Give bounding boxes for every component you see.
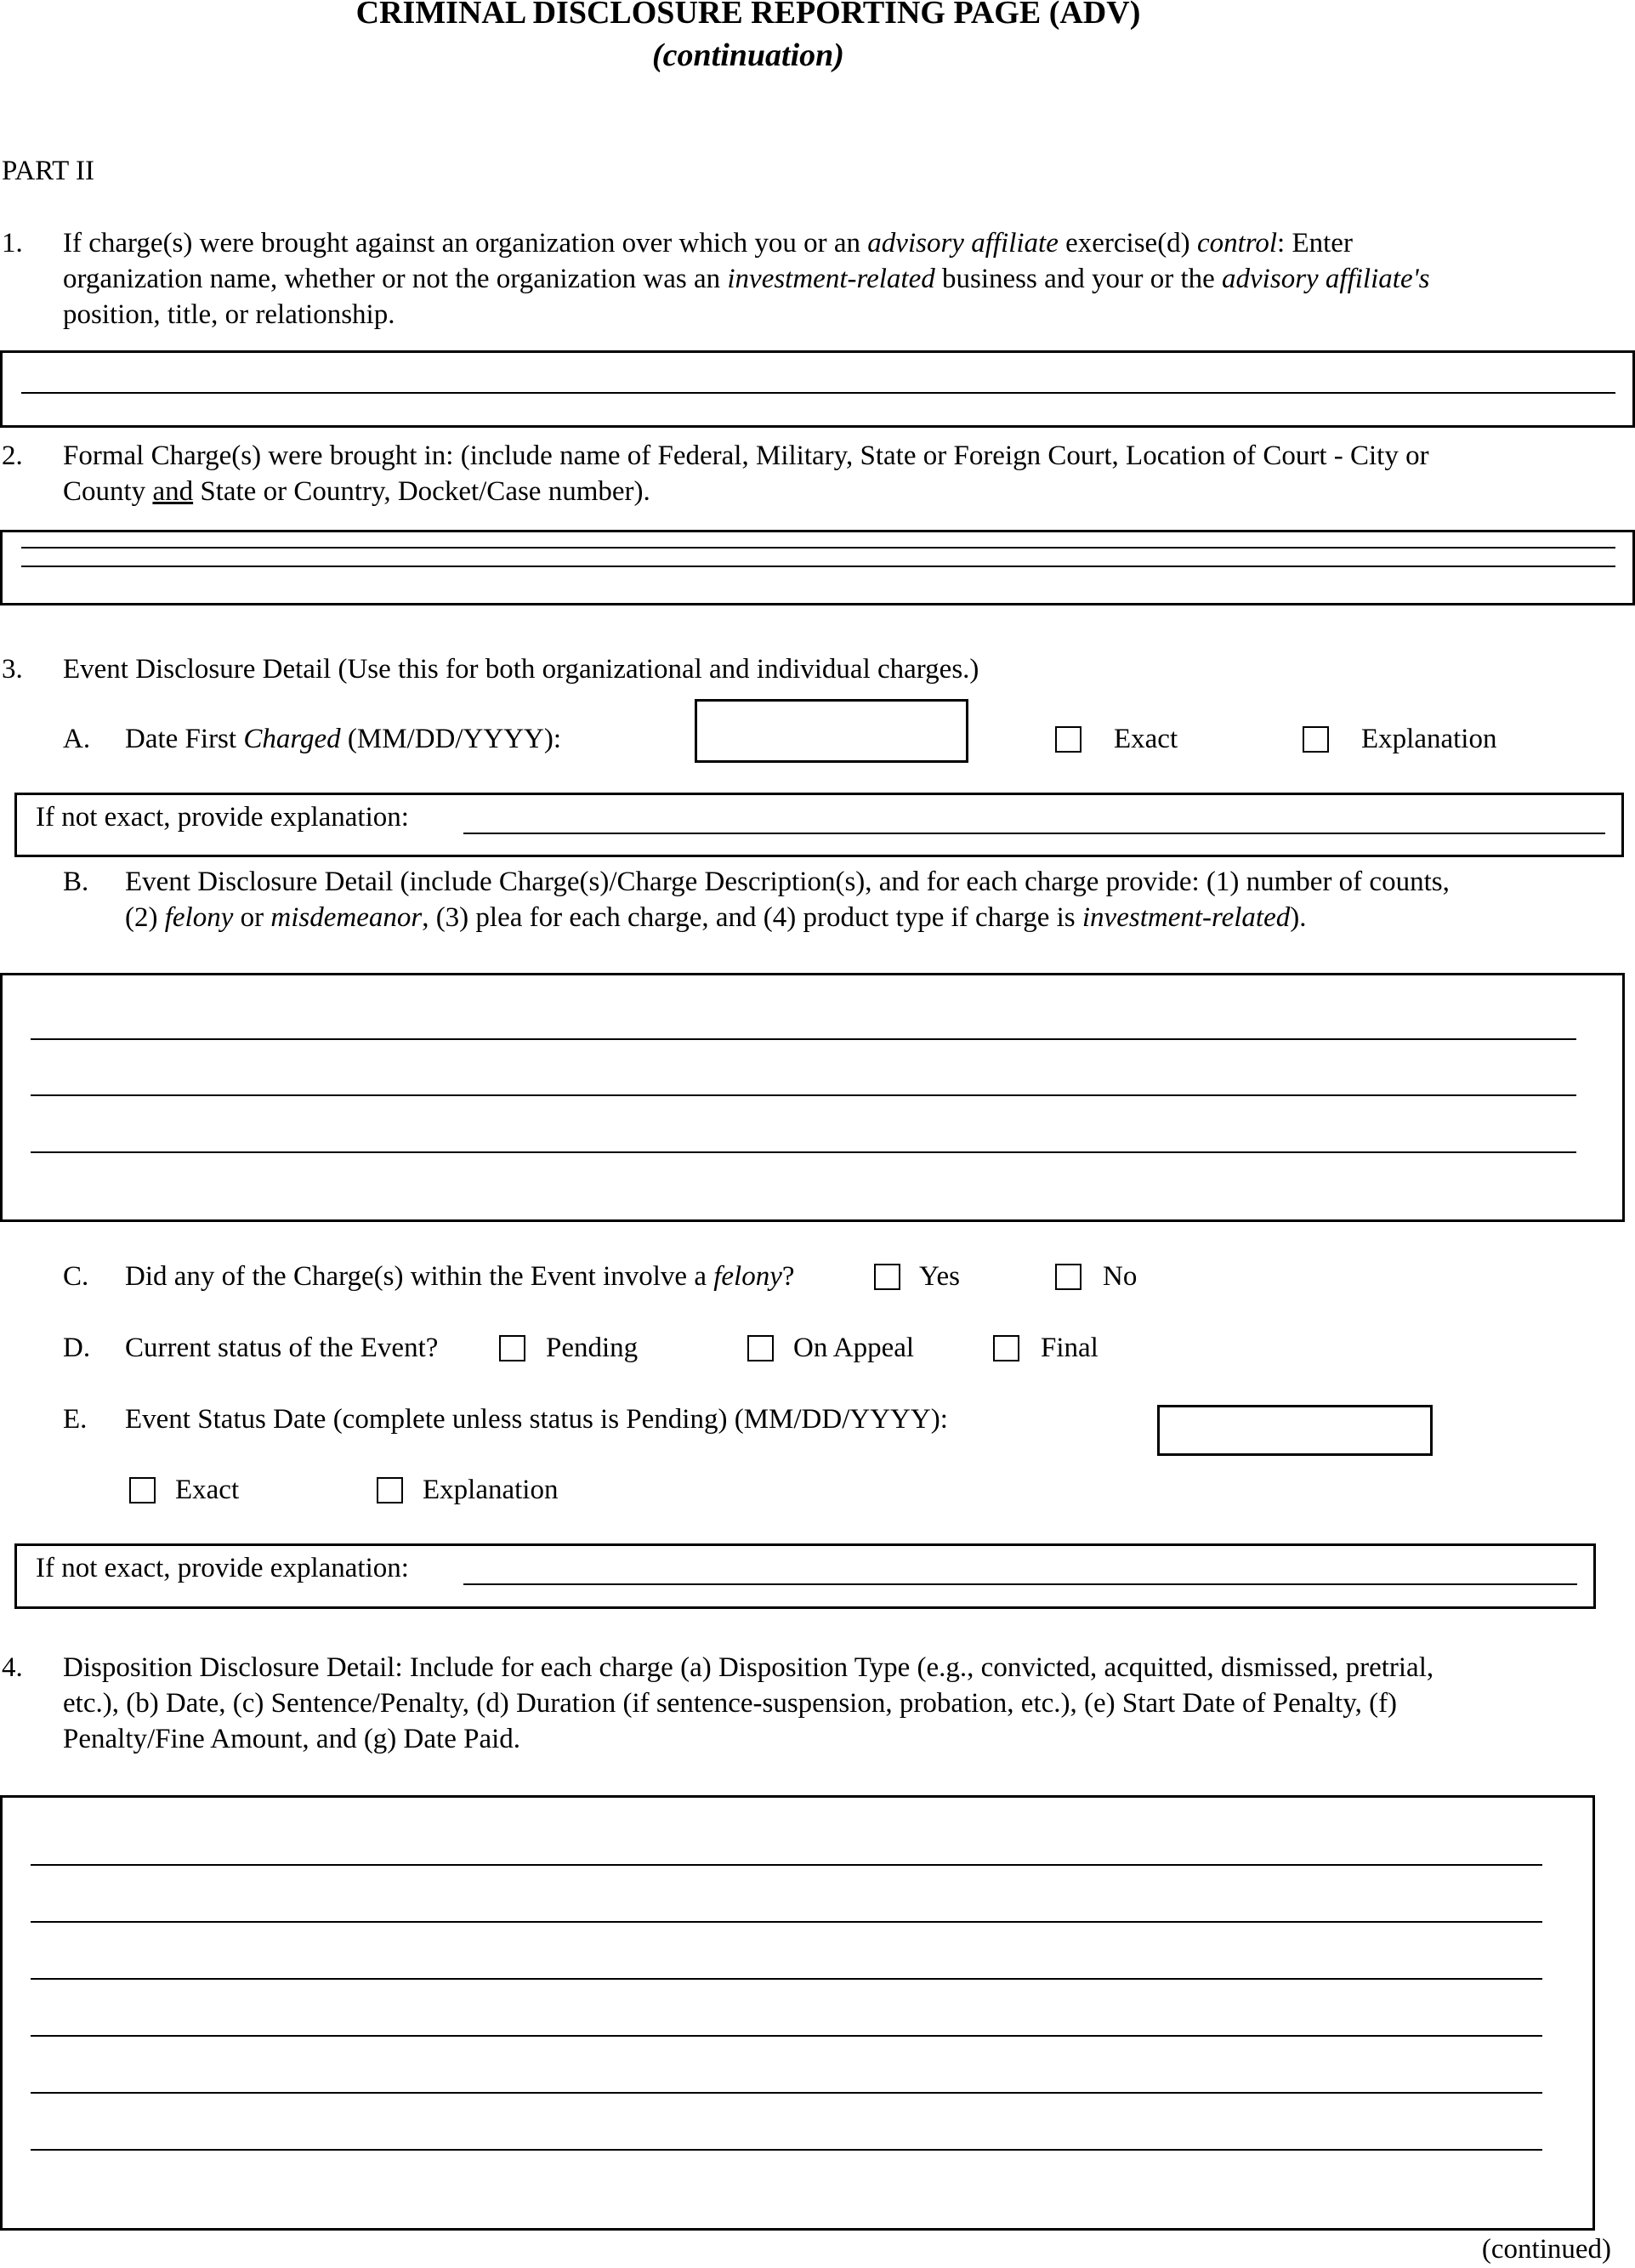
q3e-explanation-box[interactable]: [14, 1543, 1596, 1609]
q3e-explanation-prompt: If not exact, provide explanation:: [36, 1553, 409, 1583]
q3c-yes-label: Yes: [919, 1261, 961, 1292]
q2-answer-line-1[interactable]: [21, 547, 1615, 549]
q3d-final-checkbox[interactable]: [993, 1335, 1019, 1361]
q1-number: 1.: [2, 228, 23, 259]
q3b-answer-line-1[interactable]: [31, 1038, 1576, 1040]
q3a-exact-label: Exact: [1114, 724, 1178, 754]
q3d-letter: D.: [63, 1333, 91, 1363]
q2-answer-line-2[interactable]: [21, 566, 1615, 567]
q3b-answer-line-3[interactable]: [31, 1151, 1576, 1153]
q3e-explanation-label: Explanation: [423, 1475, 559, 1505]
q3c-no-label: No: [1103, 1261, 1138, 1292]
q3d-pending-checkbox[interactable]: [499, 1335, 525, 1361]
q3d-final-label: Final: [1041, 1333, 1099, 1363]
q3a-explanation-box[interactable]: [14, 793, 1624, 857]
q3d-on-appeal-checkbox[interactable]: [747, 1335, 774, 1361]
q3a-date-field[interactable]: [695, 699, 968, 763]
q2-answer-box[interactable]: [0, 530, 1635, 605]
q4-answer-line-6[interactable]: [31, 2149, 1542, 2151]
q1-answer-box[interactable]: [0, 350, 1635, 428]
q3e-letter: E.: [63, 1404, 88, 1435]
q4-answer-line-5[interactable]: [31, 2092, 1542, 2094]
q3b-text: Event Disclosure Detail (include Charge(s)/Charge Description(s), and for each charge provide: (1) number of counts, (2) felony or misdemeanor, (3) plea for each charge, and (4) product type if charge is investment-related).: [125, 867, 1450, 933]
q3b-answer-line-2[interactable]: [31, 1094, 1576, 1096]
q3a-letter: A.: [63, 724, 91, 754]
q3d-label: Current status of the Event?: [125, 1333, 439, 1363]
q3d-on-appeal-label: On Appeal: [793, 1333, 915, 1363]
q3c-letter: C.: [63, 1261, 89, 1292]
q3b-answer-box[interactable]: [0, 973, 1625, 1222]
q3a-exact-checkbox[interactable]: [1055, 726, 1081, 753]
q3c-yes-checkbox[interactable]: [874, 1264, 900, 1290]
q1-answer-line[interactable]: [21, 392, 1615, 394]
part-label: PART II: [2, 156, 94, 186]
continued-footer: (continued): [1481, 2234, 1611, 2265]
q4-number: 4.: [2, 1652, 23, 1683]
q3e-label: Event Status Date (complete unless status is Pending) (MM/DD/YYYY):: [125, 1404, 948, 1435]
q1-text: If charge(s) were brought against an organization over which you or an advisory affiliate exercise(d) control: Enter organization name, whether or not the organization was an investment-related business and your or the advisory affiliate's position, title, or relationship.: [63, 228, 1430, 330]
q3a-label: Date First Charged (MM/DD/YYYY):: [125, 724, 562, 754]
q3e-explanation-checkbox[interactable]: [377, 1477, 403, 1503]
q3-text: Event Disclosure Detail (Use this for both organizational and individual charges.): [63, 654, 979, 685]
q3a-explanation-prompt: If not exact, provide explanation:: [36, 802, 409, 833]
q3c-no-checkbox[interactable]: [1055, 1264, 1081, 1290]
q3b-letter: B.: [63, 867, 89, 897]
q3e-exact-checkbox[interactable]: [129, 1477, 156, 1503]
q3e-explanation-line[interactable]: [463, 1583, 1577, 1585]
q4-answer-box[interactable]: [0, 1795, 1595, 2231]
q3a-explanation-checkbox[interactable]: [1303, 726, 1329, 753]
q3e-date-field[interactable]: [1157, 1405, 1433, 1456]
q4-answer-line-2[interactable]: [31, 1921, 1542, 1923]
q2-number: 2.: [2, 441, 23, 471]
q2-text: Formal Charge(s) were brought in: (include name of Federal, Military, State or Foreign Court, Location of Court - City or County and State or Country, Docket/Case number).: [63, 441, 1429, 507]
q3-number: 3.: [2, 654, 23, 685]
q4-text: Disposition Disclosure Detail: Include for each charge (a) Disposition Type (e.g., convicted, acquitted, dismissed, pretrial, etc.), (b) Date, (c) Sentence/Penalty, (d) Duration (if sentence-suspension, probation, etc.), (e) Start Date of Penalty, (f) Penalty/Fine Amount, and (g) Date Paid.: [63, 1652, 1434, 1754]
q4-answer-line-3[interactable]: [31, 1978, 1542, 1980]
q3a-explanation-label: Explanation: [1361, 724, 1497, 754]
q3d-pending-label: Pending: [546, 1333, 639, 1363]
q3e-exact-label: Exact: [175, 1475, 240, 1505]
page-subtitle: (continuation): [652, 37, 844, 73]
q4-answer-line-1[interactable]: [31, 1864, 1542, 1866]
page-title: CRIMINAL DISCLOSURE REPORTING PAGE (ADV): [355, 0, 1141, 31]
q4-answer-line-4[interactable]: [31, 2035, 1542, 2037]
q3c-label: Did any of the Charge(s) within the Event involve a felony?: [125, 1261, 795, 1292]
q3a-explanation-line[interactable]: [463, 833, 1605, 834]
